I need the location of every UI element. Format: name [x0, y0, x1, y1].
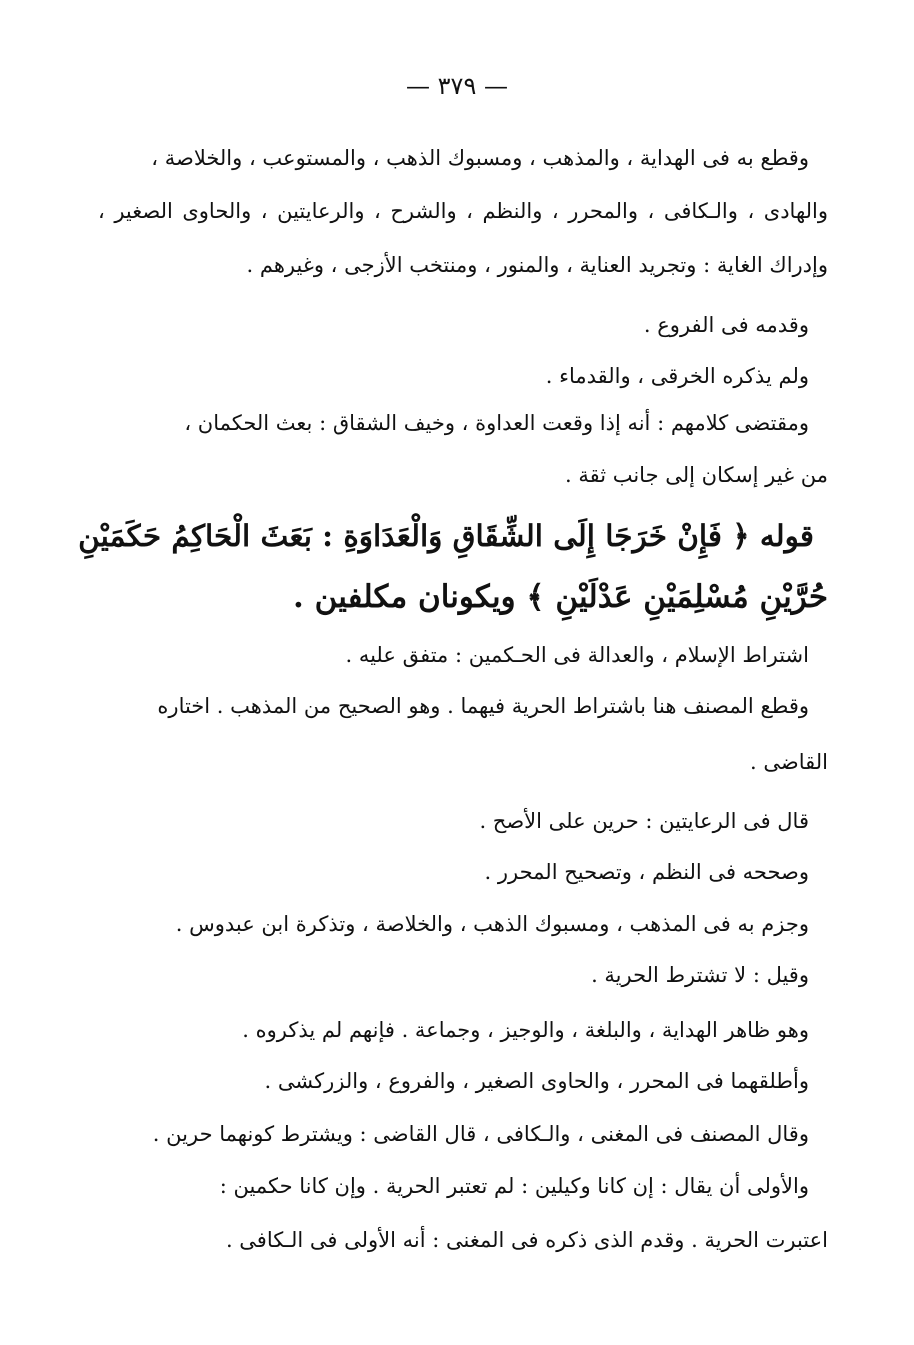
text-line-12: القاضى .	[750, 750, 828, 774]
text-line-1: وقطع به فى الهداية ، والمذهب ، ومسبوك الذهب ، والمستوعب ، والخلاصة ،	[151, 146, 809, 170]
text-line-16: وقيل : لا تشترط الحرية .	[591, 963, 809, 987]
text-line-13: قال فى الرعايتين : حرين على الأصح .	[479, 809, 809, 833]
text-line-5: ولم يذكره الخرقى ، والقدماء .	[545, 364, 809, 388]
text-line-18: وأطلقهما فى المحرر ، والحاوى الصغير ، والفروع ، والزركشى .	[264, 1069, 809, 1093]
quoted-verse-continuation: حُرَّيْنِ مُسْلِمَيْنِ عَدْلَيْنِ ﴾ ويكونان مكلفين .	[293, 579, 828, 615]
text-line-6: ومقتضى كلامهم : أنه إذا وقعت العداوة ، وخيف الشقاق : بعث الحكمان ،	[184, 411, 809, 435]
text-line-21: اعتبرت الحرية . وقدم الذى ذكره فى المغنى : أنه الأولى فى الـكافى .	[225, 1228, 828, 1252]
text-line-3: وإدراك الغاية : وتجريد العناية ، والمنور ، ومنتخب الأزجى ، وغيرهم .	[246, 253, 828, 277]
text-line-7: من غير إسكان إلى جانب ثقة .	[564, 463, 828, 487]
text-line-4: وقدمه فى الفروع .	[643, 313, 809, 337]
quoted-verse-heading: قوله ﴿ فَإِنْ خَرَجَا إِلَى الشِّقَاقِ وَالْعَدَاوَةِ : بَعَثَ الْحَاكِمُ حَكَمَيْنِ	[78, 518, 814, 553]
text-line-20: والأولى أن يقال : إن كانا وكيلين : لم تعتبر الحرية . وإن كانا حكمين :	[219, 1174, 809, 1198]
text-line-17: وهو ظاهر الهداية ، والبلغة ، والوجيز ، وجماعة . فإنهم لم يذكروه .	[242, 1018, 809, 1042]
text-line-11: وقطع المصنف هنا باشتراط الحرية فيهما . وهو الصحيح من المذهب . اختاره	[157, 694, 809, 718]
text-line-19: وقال المصنف فى المغنى ، والـكافى ، قال القاضى : ويشترط كونهما حرين .	[152, 1122, 809, 1146]
page-number: — ٣٧٩ —	[406, 72, 508, 100]
text-line-2: والهادى ، والـكافى ، والمحرر ، والنظم ، والشرح ، والرعايتين ، والحاوى الصغير ،	[98, 199, 828, 223]
text-line-15: وجزم به فى المذهب ، ومسبوك الذهب ، والخلاصة ، وتذكرة ابن عبدوس .	[175, 912, 809, 936]
text-line-14: وصححه فى النظم ، وتصحيح المحرر .	[484, 860, 809, 884]
text-line-10: اشتراط الإسلام ، والعدالة فى الحـكمين : متفق عليه .	[345, 643, 809, 667]
